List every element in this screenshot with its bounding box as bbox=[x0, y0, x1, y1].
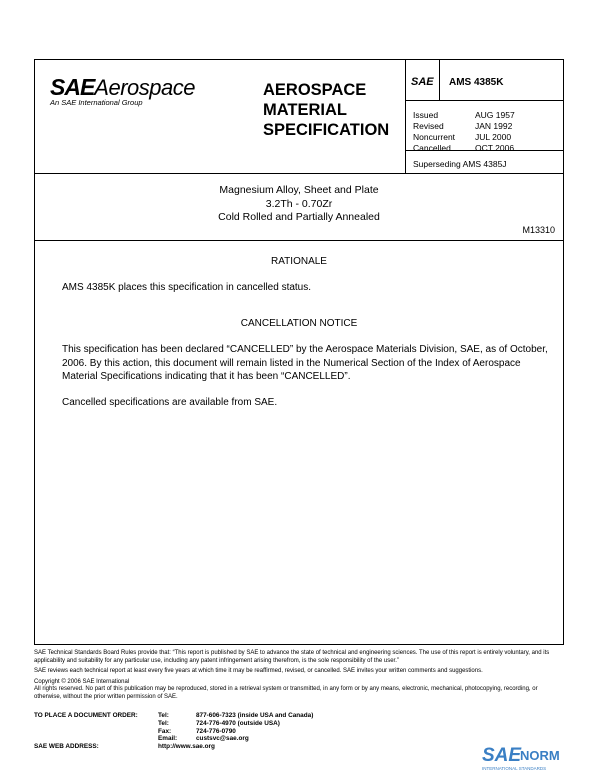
date-row: Noncurrent JUL 2000 bbox=[413, 132, 512, 142]
document-type-title: AEROSPACE MATERIAL SPECIFICATION bbox=[263, 81, 390, 139]
date-row: Issued AUG 1957 bbox=[413, 110, 515, 120]
header-divider bbox=[35, 173, 563, 174]
order-label: TO PLACE A DOCUMENT ORDER: bbox=[34, 712, 138, 719]
sae-norm-logo-icon bbox=[482, 742, 582, 772]
ams-box-divider bbox=[439, 60, 440, 100]
cancellation-heading: CANCELLATION NOTICE bbox=[240, 318, 358, 329]
svg-text:NORM: NORM bbox=[520, 748, 560, 763]
date-row: Cancelled OCT 2006 bbox=[413, 143, 515, 153]
document-subject: Magnesium Alloy, Sheet and Plate 3.2Th - 0.70Zr Cold Rolled and Partially Annealed bbox=[218, 184, 380, 223]
order-contacts: TO PLACE A DOCUMENT ORDER: Tel: 877-606-7323 (inside USA and Canada) Tel: 724-776-4970 (outside USA) Fax: 724-776-0790 Email: custsvc@sae.org SAE WEB ADDRESS: http://www.sae.org bbox=[34, 712, 314, 751]
rules-note: SAE Technical Standards Board Rules provide that: “This report is published by SAE to advance the state of technical and engineering sciences. The use of this report is entirely voluntary, and its applicability and suitability for any particular use, including any patent infringement arising therefrom, is the sole responsibility of the user.” bbox=[34, 650, 550, 664]
date-row: Revised JAN 1992 bbox=[413, 121, 513, 131]
copyright: Copyright © 2006 SAE International bbox=[34, 678, 130, 685]
availability-text: Cancelled specifications are available from SAE. bbox=[62, 397, 278, 408]
contact-value: 724-776-0790 bbox=[196, 727, 236, 735]
document-dates bbox=[413, 110, 515, 154]
svg-text:SAE: SAE bbox=[482, 745, 522, 766]
contact-value: 724-776-4970 (outside USA) bbox=[196, 719, 280, 727]
svg-text:INTERNATIONAL STANDARDS: INTERNATIONAL STANDARDS bbox=[482, 766, 547, 771]
subject-code: M13310 bbox=[522, 225, 555, 235]
header-vertical-divider bbox=[405, 60, 406, 173]
web-label: SAE WEB ADDRESS: bbox=[34, 743, 99, 751]
logo-subtitle: An SAE International Group bbox=[50, 98, 143, 107]
subject-divider bbox=[35, 240, 563, 241]
rights-note: All rights reserved. No part of this publication may be reproduced, stored in a retrieval system or transmitted, in any form or by any means, electronic, mechanical, photocopying, recording, or otherwise, without the prior written permission of SAE. bbox=[34, 686, 538, 700]
review-note: SAE reviews each technical report at least every five years at which time it may be reaffirmed, revised, or cancelled. SAE invites your written comments and suggestions. bbox=[34, 668, 483, 675]
cancellation-text: This specification has been declared “CANCELLED” by the Aerospace Materials Division, SAE, as of October, 2006. By this action, this document will remain listed in the Numerical Section of the Index of Aerospace Material Specifications indicating that it has been “CANCELLED”. bbox=[62, 344, 548, 382]
sae-aerospace-logo: SAEAerospace An SAE International Group bbox=[50, 74, 195, 107]
contact-value: 877-606-7323 (inside USA and Canada) bbox=[196, 712, 314, 719]
document-frame bbox=[34, 59, 564, 645]
web-address-link[interactable]: http://www.sae.org bbox=[158, 743, 215, 751]
contact-email[interactable]: custsvc@sae.org bbox=[196, 735, 249, 743]
sae-norm-watermark-logo bbox=[482, 742, 582, 772]
rationale-text: AMS 4385K places this specification in cancelled status. bbox=[62, 282, 312, 293]
rationale-heading: RATIONALE bbox=[271, 256, 327, 267]
footer-notes bbox=[34, 650, 564, 705]
superseding: Superseding AMS 4385J bbox=[413, 159, 507, 169]
sae-small-logo: SAE bbox=[411, 76, 434, 88]
ams-box-bottom bbox=[405, 100, 563, 101]
ams-number: AMS 4385K bbox=[449, 77, 504, 88]
